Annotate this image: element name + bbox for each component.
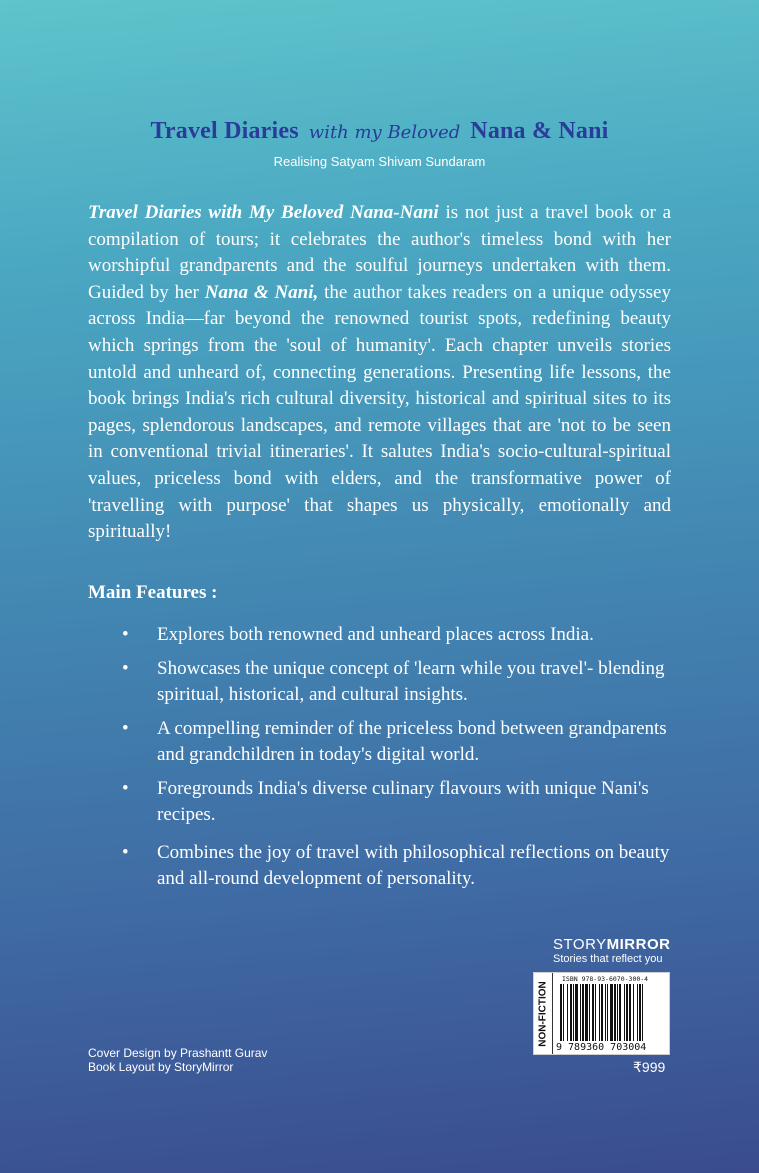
credits bbox=[88, 1046, 267, 1074]
feature-text: Foregrounds India's diverse culinary flavours with unique Nani's recipes. bbox=[157, 778, 649, 825]
blurb-guides: Nana & Nani, bbox=[204, 281, 319, 303]
price: ₹999 bbox=[633, 1059, 666, 1075]
bullet-icon: • bbox=[122, 718, 129, 739]
feature-text: Showcases the unique concept of 'learn while you travel'- blending spiritual, historical, and cultural insights. bbox=[157, 658, 665, 705]
feature-item bbox=[122, 776, 682, 828]
feature-item bbox=[122, 622, 682, 648]
barcode-icon bbox=[560, 984, 666, 1041]
publisher-tagline: Stories that reflect you bbox=[553, 953, 663, 965]
feature-item bbox=[122, 716, 682, 768]
feature-item bbox=[122, 840, 682, 892]
book-blurb bbox=[88, 200, 671, 546]
blurb-text-2: the author takes readers on a unique odyssey across India—far beyond the renowned tourist spots, redefining beauty which springs from the 'soul of humanity'. Each chapter unveils stories untold and unheard of, connecting generations. Presenting life lessons, the book brings India's rich cultural diversity, historical and spiritual sites to its pages, splendorous landscapes, and remote villages that are 'not to be seen in conventional trivial itineraries'. It salutes India's socio-cultural-spiritual values, priceless bond with elders, and the transformative power of 'travelling with purpose' that shapes us physically, emotionally and spiritually! bbox=[88, 281, 671, 543]
layout-credit: Book Layout by StoryMirror bbox=[88, 1060, 234, 1074]
feature-text: Explores both renowned and unheard places across India. bbox=[157, 624, 594, 645]
book-subtitle: Realising Satyam Shivam Sundaram bbox=[273, 154, 486, 169]
blurb-paragraph bbox=[88, 200, 671, 546]
title-part-3: Nana & Nani bbox=[470, 118, 609, 144]
feature-text: A compelling reminder of the priceless bond between grandparents and grandchildren in today's digital world. bbox=[157, 718, 667, 765]
publisher-name-part-1: STORY bbox=[553, 936, 607, 953]
genre-label: NON-FICTION bbox=[537, 980, 549, 1047]
bullet-icon: • bbox=[122, 658, 129, 679]
book-title bbox=[0, 118, 759, 145]
barcode-number: 9 789360 703004 bbox=[556, 1042, 647, 1053]
publisher-name-part-2: MIRROR bbox=[606, 936, 671, 953]
genre-label-box bbox=[534, 973, 553, 1054]
features-heading: Main Features : bbox=[88, 582, 218, 603]
publisher-logo bbox=[553, 936, 673, 965]
title-part-1: Travel Diaries bbox=[150, 118, 299, 144]
title-part-2: with my Beloved bbox=[308, 122, 461, 143]
feature-text: Combines the joy of travel with philosophical reflections on beauty and all-round development of personality. bbox=[157, 842, 670, 889]
bullet-icon: • bbox=[122, 778, 129, 799]
publisher-name bbox=[553, 936, 673, 953]
blurb-book-name: Travel Diaries with My Beloved Nana-Nani bbox=[88, 202, 439, 223]
feature-item bbox=[122, 656, 682, 708]
bullet-icon: • bbox=[122, 842, 129, 863]
bullet-icon: • bbox=[122, 624, 129, 645]
isbn-label: ISBN 978-93-6070-300-4 bbox=[562, 975, 649, 983]
blurb-text-1: is not just a travel book or a compilation of tours; it celebrates the author's timeless bond with her worshipful grandparents and the soulful journeys undertaken with them. Guided by her bbox=[88, 202, 671, 303]
barcode-box bbox=[533, 972, 670, 1055]
features-list bbox=[122, 622, 682, 900]
cover-design-credit: Cover Design by Prashantt Gurav bbox=[88, 1046, 268, 1060]
